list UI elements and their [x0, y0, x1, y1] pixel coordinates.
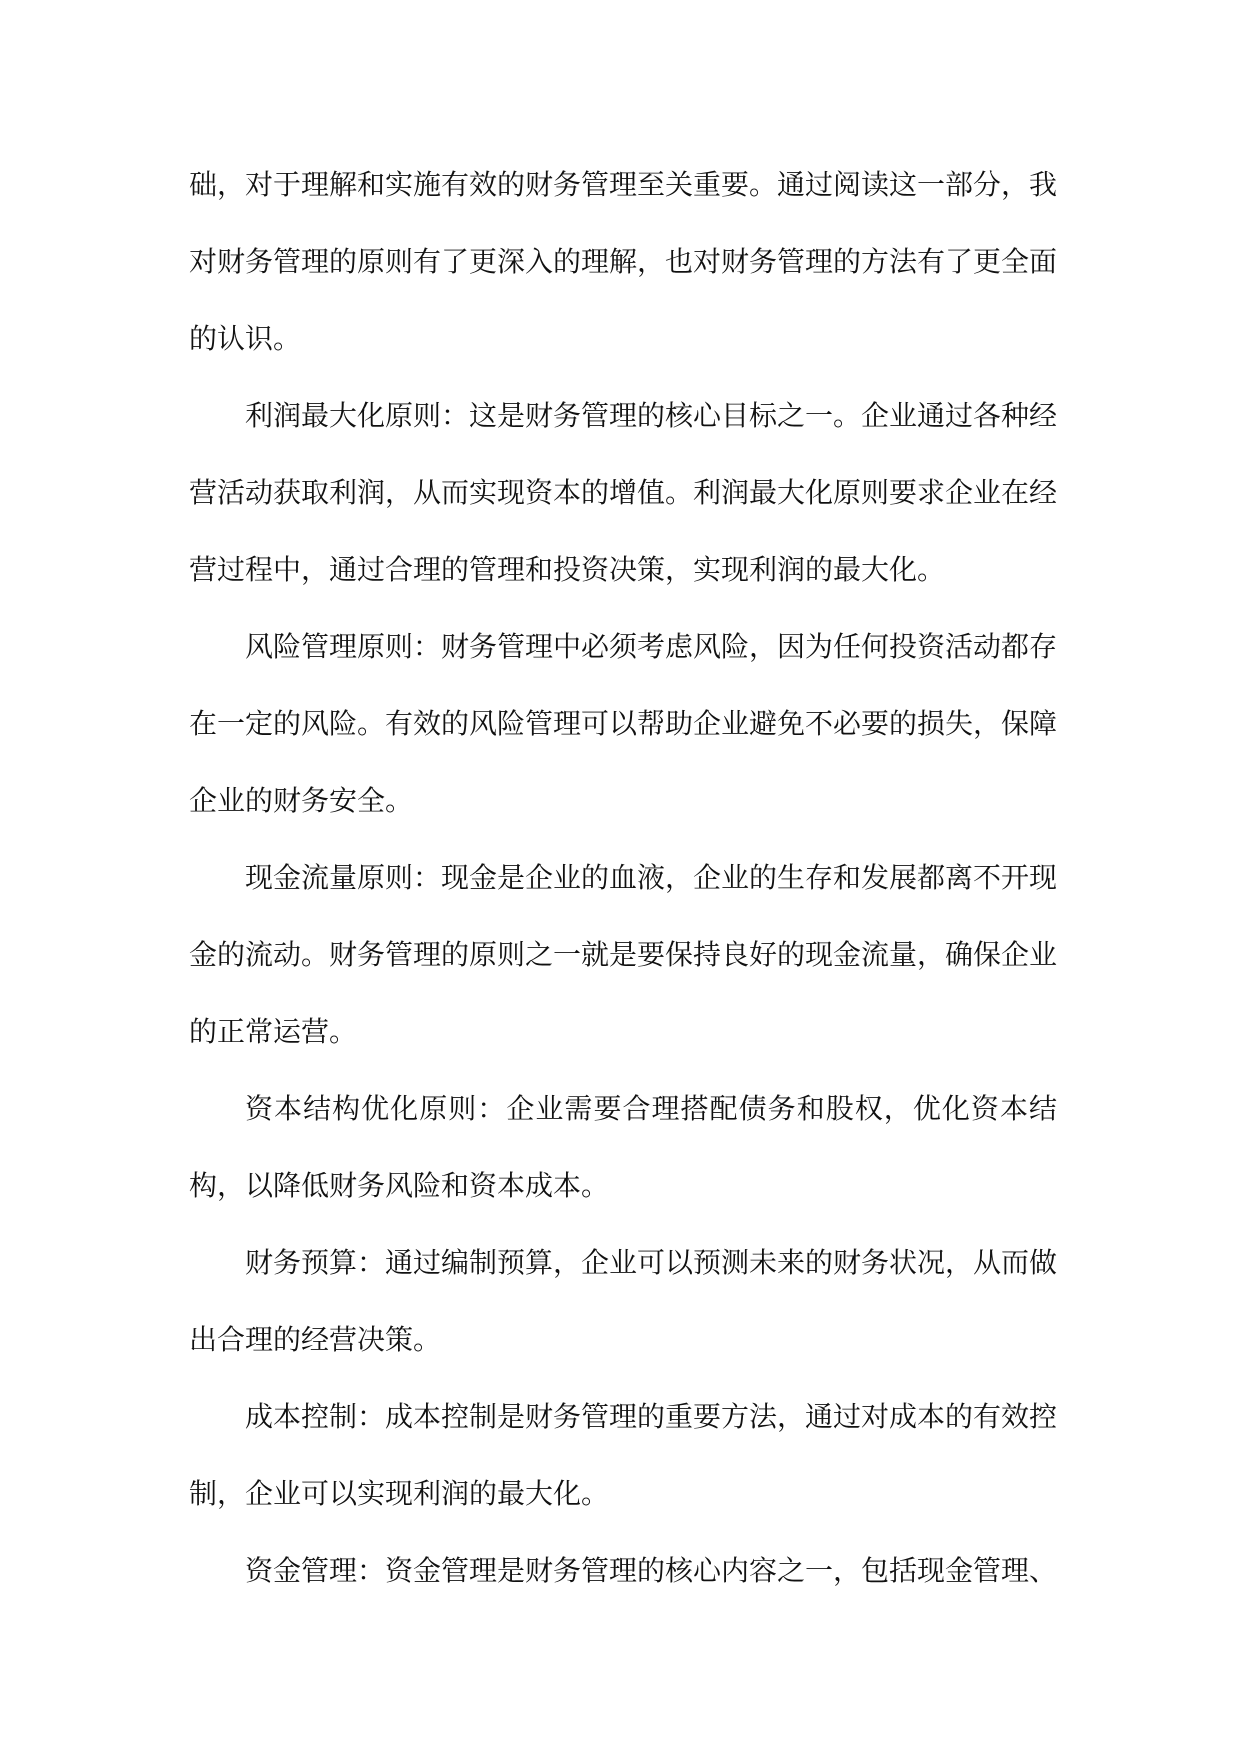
paragraph-risk-management: 风险管理原则：财务管理中必须考虑风险，因为任何投资活动都存在一定的风险。有效的风险管理可以帮助企业避免不必要的损失，保障企业的财务安全。	[189, 630, 1058, 817]
paragraph-fund-management: 资金管理：资金管理是财务管理的核心内容之一，包括现金管理、	[245, 1554, 1058, 1587]
paragraph-profit-maximization: 利润最大化原则：这是财务管理的核心目标之一。企业通过各种经营活动获取利润，从而实现资本的增值。利润最大化原则要求企业在经营过程中，通过合理的管理和投资决策，实现利润的最大化。	[189, 399, 1058, 586]
paragraph-financial-budget: 财务预算：通过编制预算，企业可以预测未来的财务状况，从而做出合理的经营决策。	[189, 1246, 1058, 1356]
paragraph-cash-flow: 现金流量原则：现金是企业的血液，企业的生存和发展都离不开现金的流动。财务管理的原则之一就是要保持良好的现金流量，确保企业的正常运营。	[189, 861, 1058, 1048]
paragraph-capital-structure: 资本结构优化原则：企业需要合理搭配债务和股权，优化资本结构，以降低财务风险和资本成本。	[189, 1092, 1057, 1202]
paragraph-intro-continuation: 础，对于理解和实施有效的财务管理至关重要。通过阅读这一部分，我对财务管理的原则有了更深入的理解，也对财务管理的方法有了更全面的认识。	[189, 168, 1058, 355]
body-text	[189, 146, 1057, 1609]
paragraph-cost-control: 成本控制：成本控制是财务管理的重要方法，通过对成本的有效控制，企业可以实现利润的最大化。	[189, 1400, 1058, 1510]
